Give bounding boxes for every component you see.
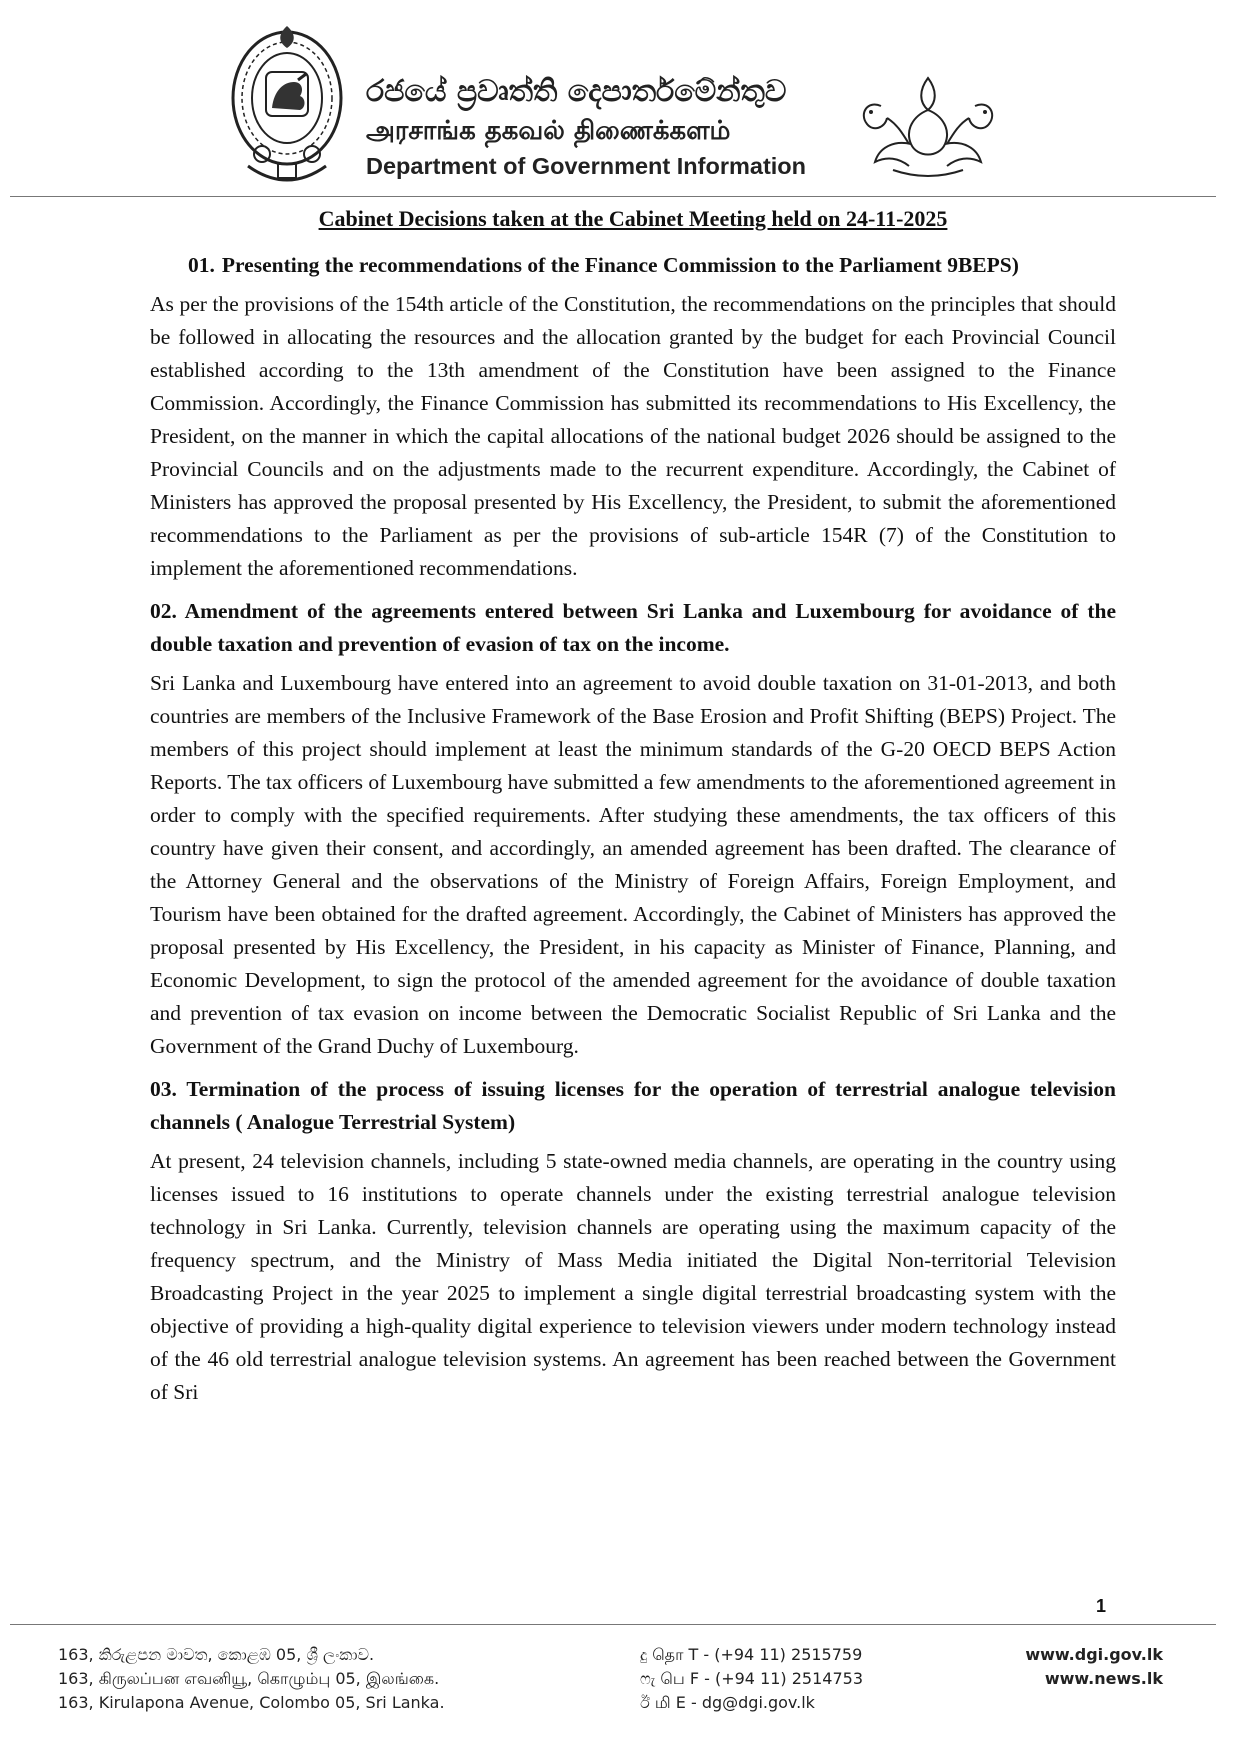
section-paragraph-1: As per the provisions of the 154th article of the Constitution, the recommendations on the principles that should be followed in allocating the resources and the allocation granted by the budget for each Provincial Council established according to the 13th amendment of the Constitution have been assigned to the Finance Commission. Accordingly, the Finance Commission has submitted its recommendations to His Excellency, the President, on the manner in which the capital allocations of the national budget 2026 should be assigned to the Provincial Councils and on the adjustments made to the recurrent expenditure. Accordingly, the Cabinet of Ministers has approved the proposal presented by His Excellency, the President, to submit the aforementioned recommendations to the Parliament as per the provisions of sub-article 154R (7) of the Constitution to implement the aforementioned recommendations. (150, 292, 1116, 580)
phone-number: දු தொ T - (+94 11) 2515759 (640, 1645, 863, 1664)
footer-contacts (640, 1643, 863, 1715)
section-title: Amendment of the agreements entered between Sri Lanka and Luxembourg for avoidance of the double taxation and prevention of evasion of tax on the income. (150, 599, 1116, 656)
address-sinhala: 163, කිරුළපන මාවත, කොළඹ 05, ශ්‍රී ලංකාව. (58, 1645, 375, 1664)
section-paragraph-3: At present, 24 television channels, including 5 state-owned media channels, are operating in the country using licenses issued to 16 institutions to operate channels under the existing terrestrial analogue television technology in Sri Lanka. Currently, television channels are operating using the maximum capacity of the frequency spectrum, and the Ministry of Mass Media initiated the Digital Non-territorial Television Broadcasting Project in the year 2025 to implement a single digital terrestrial broadcasting system with the objective of providing a high-quality digital experience to television viewers under modern technology instead of the 46 old terrestrial analogue television systems. An agreement has been reached between the Government of Sri (150, 1149, 1116, 1404)
department-logo-icon (853, 70, 1003, 182)
website-link-dgi[interactable]: www.dgi.gov.lk (1025, 1645, 1163, 1664)
address-tamil: 163, கிருலப்பன எவனியூ, கொழும்பு 05, இலங்கை. (58, 1669, 440, 1688)
department-name-sinhala: රජයේ ප්‍රවෘත්ති දෙපාර්තමේන්තුව (366, 74, 787, 109)
section-heading-3 (150, 1073, 1116, 1139)
section-heading-2 (150, 595, 1116, 661)
section-number: 01. (188, 253, 215, 277)
footer-address (58, 1643, 445, 1715)
department-name-tamil: அரசாங்க தகவல் திணைக்களம் (366, 116, 731, 146)
department-name-english: Department of Government Information (366, 153, 807, 179)
header-divider (10, 196, 1216, 197)
letterhead (0, 0, 1241, 200)
page-number: 1 (1096, 1596, 1107, 1616)
address-english: 163, Kirulapona Avenue, Colombo 05, Sri Lanka. (58, 1693, 445, 1712)
document-title: Cabinet Decisions taken at the Cabinet Meeting held on 24-11-2025 (318, 206, 948, 231)
section-heading-1 (150, 249, 1116, 282)
website-link-news[interactable]: www.news.lk (1044, 1669, 1163, 1688)
section-number: 02. (150, 599, 177, 623)
state-emblem-icon (228, 16, 346, 191)
section-paragraph-2: Sri Lanka and Luxembourg have entered into an agreement to avoid double taxation on 31-01-2013, and both countries are members of the Inclusive Framework of the Base Erosion and Profit Shifting (BEPS) Project. The members of this project should implement at least the minimum standards of the G-20 OECD BEPS Action Reports. The tax officers of Luxembourg have submitted a few amendments to the aforementioned agreement in order to comply with the specified requirements. After studying these amendments, the tax officers of this country have given their consent, and accordingly, an amended agreement has been drafted. The clearance of the Attorney General and the observations of the Ministry of Foreign Affairs, Foreign Employment, and Tourism have been obtained for the drafted agreement. Accordingly, the Cabinet of Ministers has approved the proposal presented by His Excellency, the President, in his capacity as Minister of Finance, Planning, and Economic Development, to sign the protocol of the amended agreement for the avoidance of double taxation and prevention of tax evasion on income between the Democratic Socialist Republic of Sri Lanka and the Government of the Grand Duchy of Luxembourg. (150, 671, 1117, 1058)
footer-websites (1025, 1643, 1163, 1691)
footer (0, 1635, 1241, 1745)
document-body (150, 202, 1116, 1409)
department-name-block (366, 72, 836, 182)
section-title: Presenting the recommendations of the Finance Commission to the Parliament 9BEPS) (221, 253, 1019, 277)
footer-divider (10, 1624, 1216, 1625)
fax-number: ෆැ பெ F - (+94 11) 2514753 (640, 1669, 864, 1688)
section-title: Termination of the process of issuing licenses for the operation of terrestrial analogue television channels ( Analogue Terrestrial System) (150, 1077, 1116, 1134)
section-number: 03. (150, 1077, 177, 1101)
email-address: ඊ மி E - dg@dgi.gov.lk (640, 1693, 815, 1712)
